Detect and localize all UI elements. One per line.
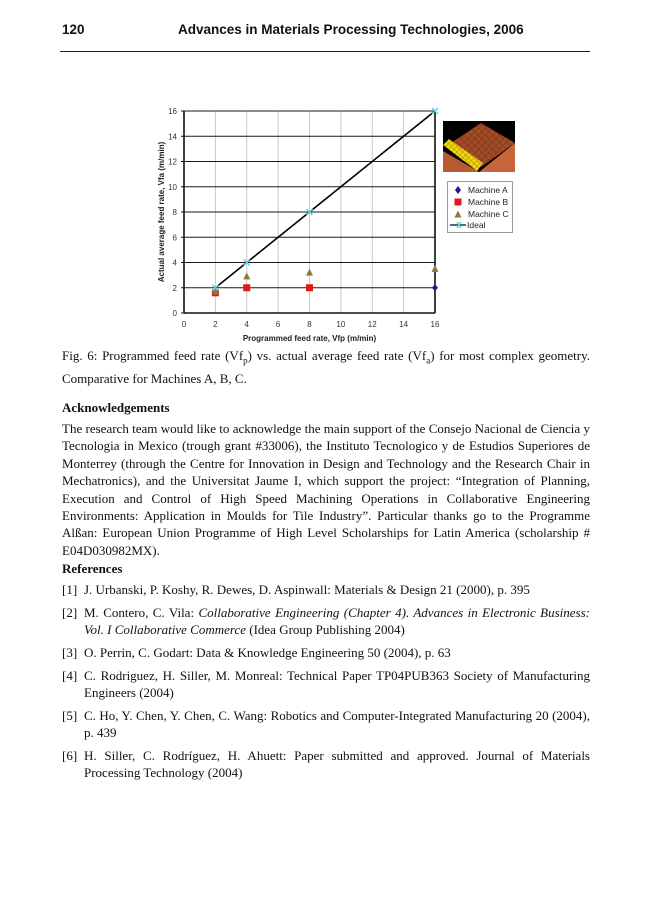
- reference-item: [5] C. Ho, Y. Chen, Y. Chen, C. Wang: Robotics and Computer-Integrated Manufacturing 20 (2004), p. 439: [62, 708, 590, 740]
- reference-number: [6]: [62, 748, 78, 763]
- page-number: 120: [62, 22, 85, 37]
- machine-b-marker: [306, 284, 313, 291]
- reference-item: [4] C. Rodriguez, H. Siller, M. Monreal: Technical Paper TP04PUB363 Society of Manufacturing Engineers (2004): [62, 668, 590, 700]
- legend-item-machine-c: Machine C: [448, 208, 512, 220]
- x-tick-label: 14: [399, 320, 409, 329]
- feed-rate-chart: [150, 100, 450, 345]
- y-tick-label: 12: [168, 157, 177, 167]
- x-tick-label: 2: [213, 320, 218, 329]
- line-x-marker-icon: [448, 219, 466, 231]
- x-axis-label: Programmed feed rate, Vfp (m/min): [242, 334, 377, 343]
- legend-item-machine-b: Machine B: [448, 196, 512, 208]
- reference-number: [3]: [62, 645, 78, 660]
- running-header: [62, 22, 590, 42]
- reference-number: [5]: [62, 708, 78, 723]
- legend-item-ideal: Ideal: [448, 219, 512, 231]
- diamond-marker-icon: [451, 184, 465, 196]
- y-tick-label: 16: [168, 107, 177, 116]
- machine-b-marker: [243, 284, 250, 291]
- reference-item: [2] M. Contero, C. Vila: Collaborative Engineering (Chapter 4). Advances in Electronic Business: Vol. I Collaborative Commerce (Idea Group Publishing 2004): [62, 605, 590, 637]
- acknowledgements-text: The research team would like to acknowledge the main support of the Consejo Nacional de Ciencia y Tecnologia in Mexico (trough grant #33006), the Instituto Tecnologico y de Estudios Superiores de Monterrey (through the Centre for Innovation in Design and Technology and the Research Chair in Mechatronics), and the Universitat Jaume I, which support the project: “Integration of Planning, Execution and Control of High Speed Machining Operations in Collaborative Engineering Environments: Application in Moulds for Tile Industry”. Particular thanks go to the Programme Alßan: European Union Programme of High Level Scholarships for Latin America (scholarship # E04D030982MX).: [62, 421, 590, 558]
- x-tick-label: 16: [430, 320, 440, 329]
- y-tick-label: 10: [168, 182, 177, 192]
- figure-caption: Fig. 6: Programmed feed rate $(Vf_p)$ vs. actual average feed rate $(Vf_a)$ for most complex geometry. Comparative for Machines A, B, C.: [62, 348, 590, 386]
- acknowledgements-heading: Acknowledgements: [62, 400, 170, 415]
- reference-item: [6] H. Siller, C. Rodríguez, H. Ahuett: Paper submitted and approved. Journal of Materials Processing Technology (2004): [62, 748, 590, 780]
- y-axis-label: Actual average feed rate, Vfa (m/min): [157, 141, 166, 283]
- figure-6: [150, 100, 530, 345]
- y-tick-label: 0: [172, 309, 177, 318]
- inset-mould-image: [443, 121, 515, 172]
- x-tick-label: 8: [307, 320, 312, 329]
- y-tick-label: 2: [172, 283, 177, 293]
- y-tick-label: 6: [172, 233, 177, 243]
- reference-item: [3] O. Perrin, C. Godart: Data & Knowledge Engineering 50 (2004), p. 63: [62, 645, 451, 660]
- references-heading: References: [62, 561, 123, 576]
- y-tick-label: 8: [172, 208, 177, 217]
- legend-item-machine-a: Machine A: [448, 184, 512, 196]
- reference-item: [1] J. Urbanski, P. Koshy, R. Dewes, D. Aspinwall: Materials & Design 21 (2000), p. 395: [62, 582, 530, 597]
- x-tick-label: 10: [336, 320, 346, 329]
- references-list: [62, 581, 590, 787]
- y-tick-label: 4: [172, 258, 177, 268]
- square-marker-icon: [451, 196, 465, 208]
- header-divider: [60, 51, 590, 52]
- reference-number: [2]: [62, 605, 78, 620]
- y-tick-label: 14: [168, 132, 177, 142]
- x-tick-label: 4: [244, 320, 249, 329]
- reference-number: [4]: [62, 668, 78, 683]
- reference-number: [1]: [62, 582, 78, 597]
- x-tick-label: 0: [181, 320, 187, 329]
- x-tick-label: 6: [275, 320, 281, 329]
- journal-title: Advances in Materials Processing Technologies, 2006: [178, 22, 524, 37]
- x-tick-label: 12: [367, 320, 377, 329]
- chart-legend: [447, 181, 513, 233]
